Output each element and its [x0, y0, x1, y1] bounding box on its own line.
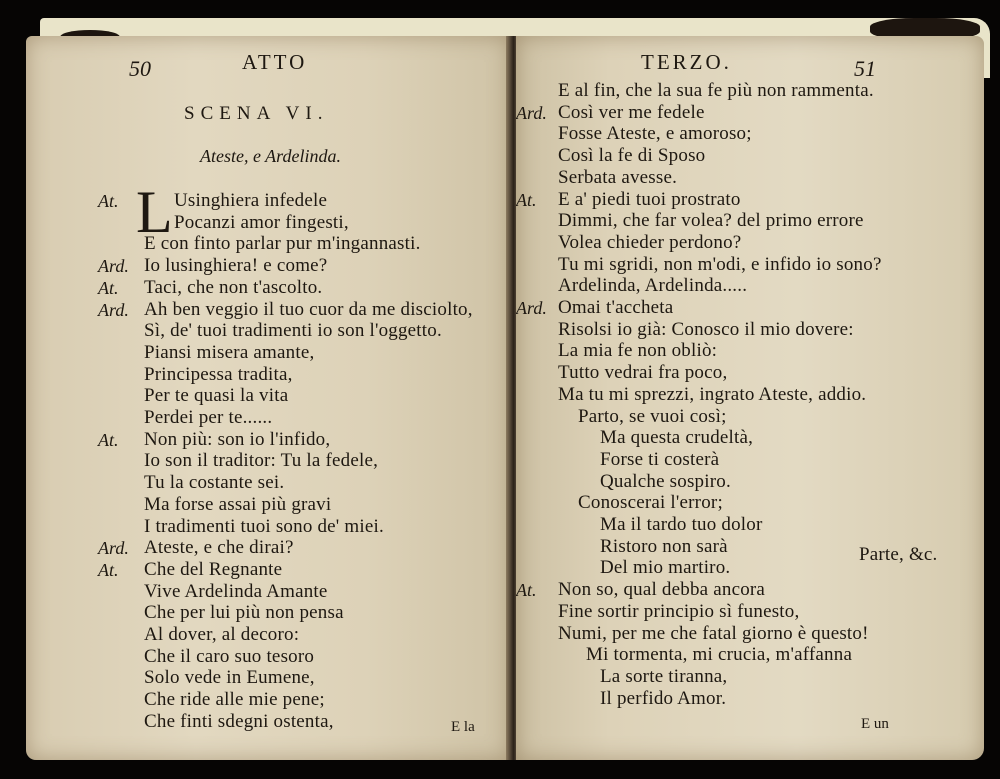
- verse-line: Ateste, e che dirai?: [144, 537, 294, 559]
- speaker-label: At.: [516, 189, 537, 210]
- speaker-label: At.: [98, 559, 119, 580]
- verse-line: Al dover, al decoro:: [144, 624, 300, 645]
- verse-line: Ristoro non sarà: [600, 535, 728, 557]
- verse-line: Ardelinda, Ardelinda.....: [558, 275, 748, 297]
- verse-line: Ma il tardo tuo dolor: [600, 514, 763, 535]
- verse-line: Che il caro suo tesoro: [144, 645, 315, 667]
- verse-line: Tutto vedrai fra poco,: [558, 362, 728, 384]
- verse-line: Del mio martiro.: [600, 557, 731, 579]
- verse-line: Ma questa crudeltà,: [600, 427, 754, 449]
- speaker-label: Ard.: [98, 299, 129, 320]
- verse-line: Dimmi, che far volea? del primo errore: [558, 210, 864, 232]
- scene-characters: Ateste, e Ardelinda.: [200, 146, 341, 166]
- verse-line: Fosse Ateste, e amoroso;: [558, 123, 752, 145]
- speaker-label: At.: [98, 191, 119, 211]
- verse-line: Tu mi sgridi, non m'odi, e infido io sono?: [558, 253, 882, 275]
- catchword-right: E un: [861, 716, 889, 732]
- speaker-label: Ard.: [98, 256, 129, 277]
- verse-line: Non più: son io l'infido,: [144, 428, 331, 450]
- verse-line: Che del Regnante: [144, 558, 283, 580]
- verse-line: Qualche sospiro.: [600, 470, 731, 492]
- verse-line: Omai t'accheta: [558, 297, 674, 318]
- verse-line: Risolsi io già: Conosco il mio dovere:: [558, 318, 854, 340]
- verse-line: Fine sortir principio sì funesto,: [558, 600, 800, 622]
- page-number-right: 51: [854, 56, 876, 81]
- verse-line: Così la fe di Sposo: [558, 145, 706, 167]
- verse-line: Serbata avesse.: [558, 166, 678, 188]
- speaker-label: Ard.: [516, 102, 547, 123]
- speaker-label: At.: [98, 277, 119, 298]
- verse-line: Pocanzi amor fingesti,: [174, 211, 349, 233]
- verse-line: Volea chieder perdono?: [558, 231, 742, 253]
- catchword-left: E la: [451, 719, 475, 735]
- verse-line: Usinghiera infedele: [174, 190, 328, 211]
- verse-line: Perdei per te......: [144, 407, 273, 428]
- verse-line: Io son il traditor: Tu la fedele,: [144, 450, 379, 472]
- page-number-left: 50: [129, 56, 151, 81]
- verse-line: Principessa tradita,: [144, 363, 293, 385]
- verse-line: La mia fe non obliò:: [558, 340, 718, 362]
- verse-line: Io lusinghiera! e come?: [144, 255, 328, 277]
- verse-line: E a' piedi tuoi prostrato: [558, 188, 741, 210]
- verse-line: Che ride alle mie pene;: [144, 689, 325, 711]
- scene-heading: SCENA VI.: [184, 103, 329, 124]
- verse-line: E al fin, che la sua fe più non rammenta.: [558, 80, 874, 101]
- verse-line: Ma tu mi sprezzi, ingrato Ateste, addio.: [558, 383, 867, 405]
- speaker-label: At.: [98, 429, 119, 450]
- verse-line: Non so, qual debba ancora: [558, 579, 766, 601]
- verse-line: Per te quasi la vita: [144, 385, 289, 407]
- verse-line: Piansi misera amante,: [144, 341, 315, 363]
- verse-line: I tradimenti tuoi sono de' miei.: [144, 515, 384, 537]
- verse-line: Numi, per me che fatal giorno è questo!: [558, 622, 869, 644]
- verse-line: E con finto parlar pur m'ingannasti.: [144, 233, 421, 255]
- verse-line: Ah ben veggio il tuo cuor da me disciolto,: [144, 298, 473, 320]
- verse-line: Che per lui più non pensa: [144, 602, 344, 624]
- verse-line: Il perfido Amor.: [600, 687, 727, 709]
- verse-line: Solo vede in Eumene,: [144, 667, 315, 689]
- verse-line: Tu la costante sei.: [144, 472, 285, 494]
- verse-line: Vive Ardelinda Amante: [144, 580, 328, 602]
- verse-line: La sorte tiranna,: [600, 665, 728, 687]
- left-page: [26, 36, 510, 760]
- verse-line: Taci, che non t'ascolto.: [144, 276, 323, 298]
- right-page: [516, 36, 984, 760]
- speaker-label: Ard.: [516, 298, 547, 318]
- verse-line: Parto, se vuoi così;: [578, 405, 727, 427]
- exit-note: Parte, &c.: [859, 544, 938, 565]
- verse-line: Ma forse assai più gravi: [144, 493, 332, 515]
- running-head-right: TERZO.: [641, 50, 732, 74]
- verse-line: Mi tormenta, mi crucia, m'affanna: [586, 644, 853, 666]
- verse-line: Che finti sdegni ostenta,: [144, 710, 334, 732]
- verse-line: Forse ti costerà: [600, 448, 720, 470]
- speaker-label: Ard.: [98, 538, 129, 559]
- verse-line: Così ver me fedele: [558, 101, 705, 123]
- running-head-left: ATTO: [242, 50, 308, 74]
- drop-initial: L: [136, 179, 173, 245]
- verse-line: Sì, de' tuoi tradimenti io son l'oggetto.: [144, 320, 442, 342]
- speaker-label: At.: [516, 580, 537, 601]
- verse-line: Conoscerai l'error;: [578, 492, 723, 514]
